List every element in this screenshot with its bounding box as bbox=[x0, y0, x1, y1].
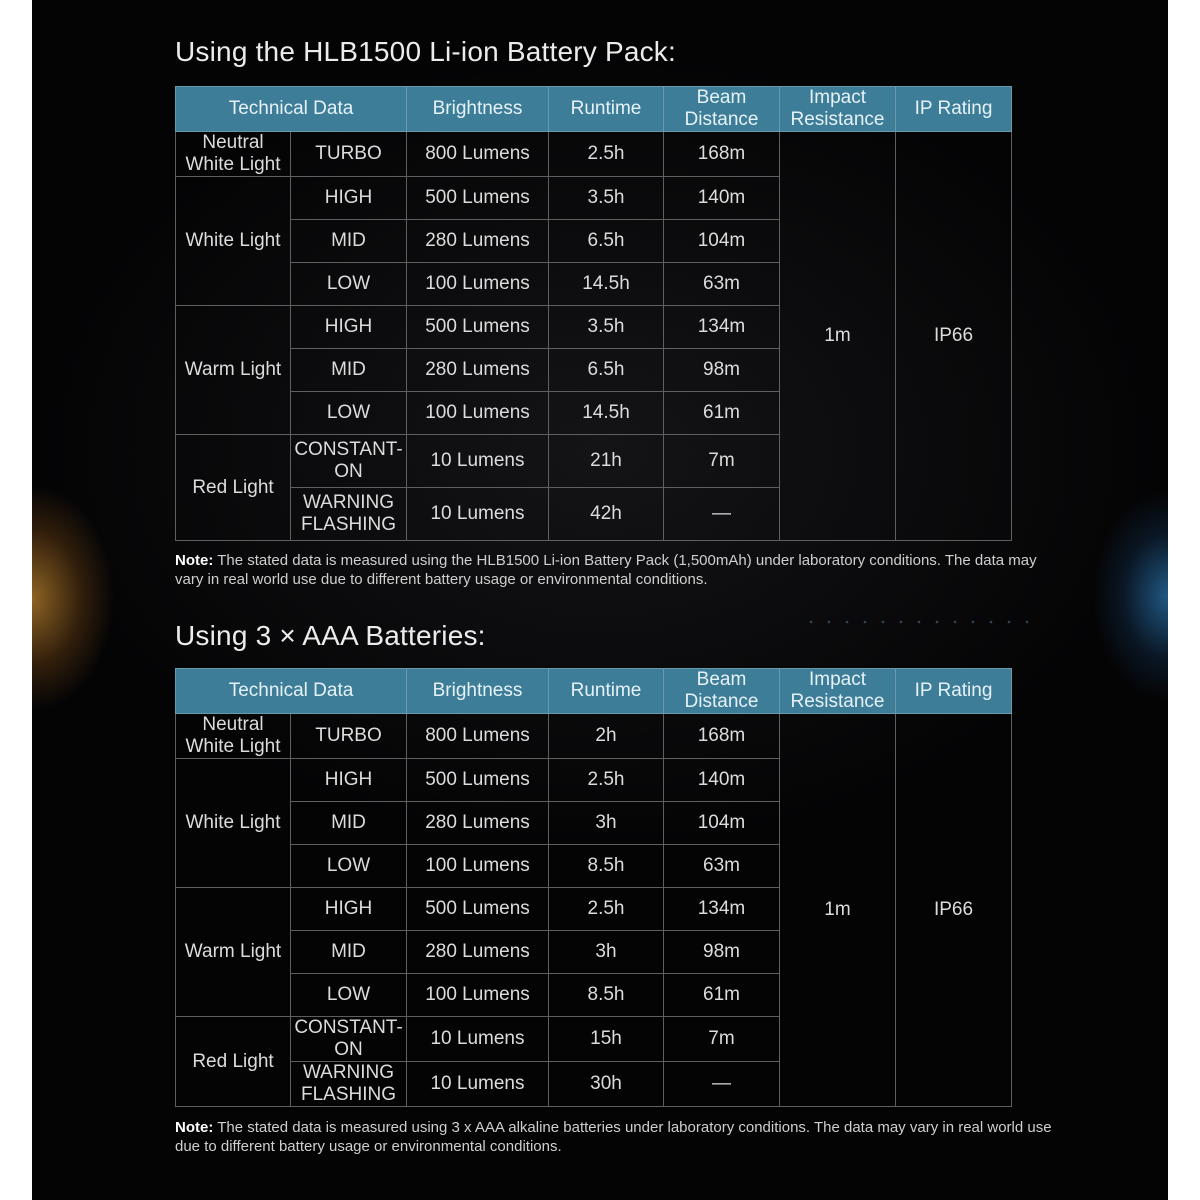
table-header-row bbox=[176, 87, 1012, 132]
header-technical-data: Technical Data bbox=[176, 87, 407, 132]
runtime-cell: 2h bbox=[549, 714, 664, 759]
runtime-cell: 8.5h bbox=[549, 974, 664, 1017]
beam-cell: 63m bbox=[664, 845, 780, 888]
brightness-cell: 280 Lumens bbox=[407, 802, 549, 845]
beam-cell: 61m bbox=[664, 392, 780, 435]
table-row bbox=[176, 132, 1012, 177]
header-beam-line1: Beam bbox=[696, 87, 747, 108]
decorative-dots bbox=[802, 619, 1042, 625]
brightness-cell: 100 Lumens bbox=[407, 845, 549, 888]
mode-line2: ON bbox=[334, 1039, 363, 1060]
header-beam-distance bbox=[664, 669, 780, 714]
runtime-cell: 14.5h bbox=[549, 263, 664, 306]
group-white-light: White Light bbox=[176, 759, 291, 888]
group-neutral-white-light bbox=[176, 714, 291, 759]
header-brightness: Brightness bbox=[407, 87, 549, 132]
brightness-cell: 800 Lumens bbox=[407, 132, 549, 177]
mode-cell bbox=[291, 1062, 407, 1107]
header-impact-line1: Impact bbox=[808, 87, 867, 108]
beam-cell: 104m bbox=[664, 802, 780, 845]
header-beam-line1: Beam bbox=[696, 669, 747, 690]
brightness-cell: 280 Lumens bbox=[407, 220, 549, 263]
impact-resistance-value: 1m bbox=[780, 132, 896, 541]
brightness-cell: 500 Lumens bbox=[407, 888, 549, 931]
spec-table-aaa bbox=[175, 668, 1012, 1107]
group-neutral-white-light bbox=[176, 132, 291, 177]
brightness-cell: 100 Lumens bbox=[407, 392, 549, 435]
header-ip-rating: IP Rating bbox=[896, 669, 1012, 714]
ip-rating-value: IP66 bbox=[896, 132, 1012, 541]
group-neutral-line1: Neutral bbox=[202, 714, 264, 735]
header-ip-rating: IP Rating bbox=[896, 87, 1012, 132]
mode-cell: HIGH bbox=[291, 306, 407, 349]
beam-cell: — bbox=[664, 488, 780, 541]
group-red-light: Red Light bbox=[176, 435, 291, 541]
mode-cell: HIGH bbox=[291, 888, 407, 931]
beam-cell: 98m bbox=[664, 931, 780, 974]
runtime-cell: 3.5h bbox=[549, 306, 664, 349]
runtime-cell: 8.5h bbox=[549, 845, 664, 888]
mode-cell: LOW bbox=[291, 263, 407, 306]
mode-cell: HIGH bbox=[291, 759, 407, 802]
runtime-cell: 3.5h bbox=[549, 177, 664, 220]
header-runtime: Runtime bbox=[549, 87, 664, 132]
impact-resistance-value: 1m bbox=[780, 714, 896, 1107]
group-warm-light: Warm Light bbox=[176, 306, 291, 435]
header-brightness: Brightness bbox=[407, 669, 549, 714]
mode-cell: MID bbox=[291, 220, 407, 263]
note-li-ion bbox=[175, 551, 1055, 589]
mode-cell bbox=[291, 488, 407, 541]
runtime-cell: 15h bbox=[549, 1017, 664, 1062]
table-header-row bbox=[176, 669, 1012, 714]
section-title-li-ion: Using the HLB1500 Li-ion Battery Pack: bbox=[175, 36, 676, 67]
mode-cell: MID bbox=[291, 802, 407, 845]
header-impact-line2: Resistance bbox=[790, 109, 885, 130]
note-aaa bbox=[175, 1118, 1055, 1156]
mode-cell: HIGH bbox=[291, 177, 407, 220]
runtime-cell: 2.5h bbox=[549, 132, 664, 177]
spec-table-li-ion bbox=[175, 86, 1012, 541]
mode-line2: FLASHING bbox=[300, 1084, 397, 1105]
mode-cell: LOW bbox=[291, 392, 407, 435]
mode-cell bbox=[291, 435, 407, 488]
mode-cell: TURBO bbox=[291, 132, 407, 177]
header-impact-resistance bbox=[780, 87, 896, 132]
beam-cell: 168m bbox=[664, 132, 780, 177]
table-row bbox=[176, 714, 1012, 759]
runtime-cell: 3h bbox=[549, 931, 664, 974]
mode-line2: ON bbox=[334, 461, 363, 482]
beam-cell: 7m bbox=[664, 1017, 780, 1062]
mode-line1: CONSTANT- bbox=[294, 439, 403, 460]
brightness-cell: 100 Lumens bbox=[407, 974, 549, 1017]
brightness-cell: 10 Lumens bbox=[407, 1062, 549, 1107]
mode-line1: CONSTANT- bbox=[294, 1017, 403, 1038]
group-warm-light: Warm Light bbox=[176, 888, 291, 1017]
runtime-cell: 2.5h bbox=[549, 888, 664, 931]
note-text: The stated data is measured using 3 x AAA alkaline batteries under laboratory conditions. The data may vary in real world use due to different battery usage or environmental conditions. bbox=[175, 1119, 1052, 1155]
beam-cell: 168m bbox=[664, 714, 780, 759]
beam-cell: 98m bbox=[664, 349, 780, 392]
mode-line2: FLASHING bbox=[300, 514, 397, 535]
mode-cell: LOW bbox=[291, 974, 407, 1017]
header-impact-line2: Resistance bbox=[790, 691, 885, 712]
header-beam-distance bbox=[664, 87, 780, 132]
group-white-light: White Light bbox=[176, 177, 291, 306]
mode-cell bbox=[291, 1017, 407, 1062]
group-neutral-line2: White Light bbox=[185, 154, 281, 175]
beam-cell: 140m bbox=[664, 759, 780, 802]
mode-cell: LOW bbox=[291, 845, 407, 888]
brightness-cell: 10 Lumens bbox=[407, 488, 549, 541]
brightness-cell: 10 Lumens bbox=[407, 435, 549, 488]
mode-cell: MID bbox=[291, 349, 407, 392]
header-technical-data: Technical Data bbox=[176, 669, 407, 714]
beam-cell: 134m bbox=[664, 888, 780, 931]
note-label: Note: bbox=[175, 1119, 214, 1136]
brightness-cell: 800 Lumens bbox=[407, 714, 549, 759]
group-neutral-line2: White Light bbox=[185, 736, 281, 757]
header-beam-line2: Distance bbox=[684, 691, 759, 712]
runtime-cell: 30h bbox=[549, 1062, 664, 1107]
ip-rating-value: IP66 bbox=[896, 714, 1012, 1107]
group-neutral-line1: Neutral bbox=[202, 132, 264, 153]
runtime-cell: 6.5h bbox=[549, 220, 664, 263]
header-runtime: Runtime bbox=[549, 669, 664, 714]
runtime-cell: 2.5h bbox=[549, 759, 664, 802]
group-red-light: Red Light bbox=[176, 1017, 291, 1107]
brightness-cell: 500 Lumens bbox=[407, 177, 549, 220]
beam-cell: 140m bbox=[664, 177, 780, 220]
brightness-cell: 10 Lumens bbox=[407, 1017, 549, 1062]
mode-line1: WARNING bbox=[302, 1062, 395, 1083]
brightness-cell: 100 Lumens bbox=[407, 263, 549, 306]
runtime-cell: 6.5h bbox=[549, 349, 664, 392]
runtime-cell: 42h bbox=[549, 488, 664, 541]
runtime-cell: 21h bbox=[549, 435, 664, 488]
note-label: Note: bbox=[175, 552, 214, 569]
mode-cell: MID bbox=[291, 931, 407, 974]
brightness-cell: 280 Lumens bbox=[407, 931, 549, 974]
beam-cell: 104m bbox=[664, 220, 780, 263]
beam-cell: — bbox=[664, 1062, 780, 1107]
header-impact-line1: Impact bbox=[808, 669, 867, 690]
beam-cell: 134m bbox=[664, 306, 780, 349]
beam-cell: 61m bbox=[664, 974, 780, 1017]
brightness-cell: 280 Lumens bbox=[407, 349, 549, 392]
mode-cell: TURBO bbox=[291, 714, 407, 759]
runtime-cell: 3h bbox=[549, 802, 664, 845]
beam-cell: 63m bbox=[664, 263, 780, 306]
brightness-cell: 500 Lumens bbox=[407, 306, 549, 349]
brightness-cell: 500 Lumens bbox=[407, 759, 549, 802]
beam-cell: 7m bbox=[664, 435, 780, 488]
section-title-aaa: Using 3 × AAA Batteries: bbox=[175, 620, 486, 651]
note-text: The stated data is measured using the HLB1500 Li-ion Battery Pack (1,500mAh) under laboratory conditions. The data may vary in real world use due to different battery usage or environmental conditions. bbox=[175, 552, 1037, 588]
header-beam-line2: Distance bbox=[684, 109, 759, 130]
runtime-cell: 14.5h bbox=[549, 392, 664, 435]
mode-line1: WARNING bbox=[302, 492, 395, 513]
header-impact-resistance bbox=[780, 669, 896, 714]
